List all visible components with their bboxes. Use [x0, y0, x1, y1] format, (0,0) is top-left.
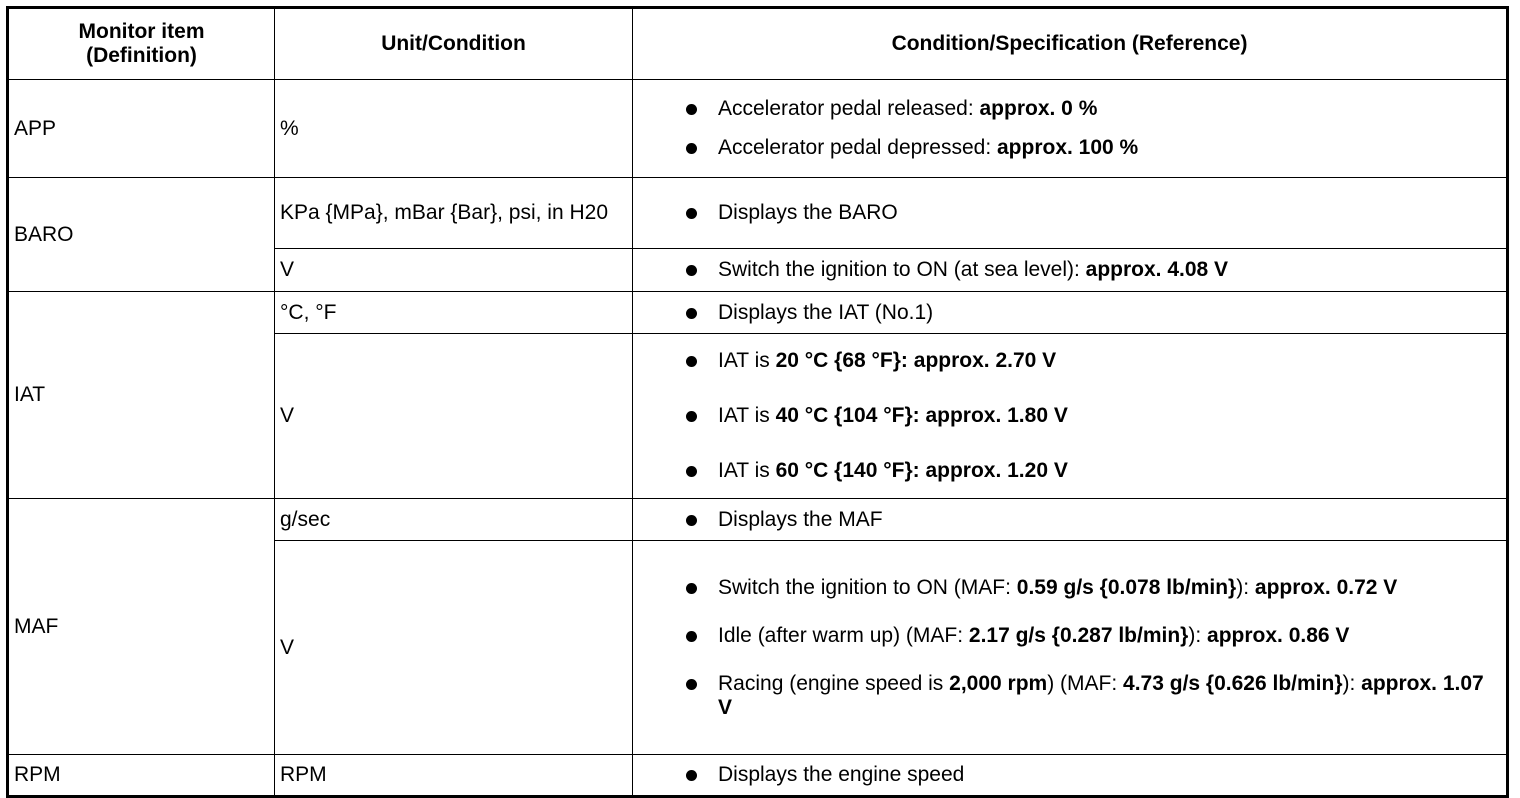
table-row-baro [8, 178, 1508, 249]
unit-rpm: RPM [275, 755, 633, 797]
header-condition-spec: Condition/Specification (Reference) [633, 8, 1508, 80]
item-rpm: RPM [8, 755, 275, 797]
header-monitor-item [8, 8, 275, 80]
table-row-iat [8, 292, 1508, 334]
spec-iat-2 [633, 334, 1508, 499]
list-item: Accelerator pedal released: approx. 0 % [682, 97, 1501, 121]
list-item: Displays the BARO [682, 201, 1501, 225]
list-item: Displays the IAT (No.1) [682, 301, 1501, 325]
spec-maf-2 [633, 541, 1508, 755]
spec-iat-1 [633, 292, 1508, 334]
table-row-app [8, 80, 1508, 178]
spec-maf-1 [633, 499, 1508, 541]
item-app: APP [8, 80, 275, 178]
unit-maf-1: g/sec [275, 499, 633, 541]
table-row-rpm [8, 755, 1508, 797]
spec-baro-1 [633, 178, 1508, 249]
header-monitor-line2: (Definition) [86, 44, 197, 67]
header-row [8, 8, 1508, 80]
unit-app: % [275, 80, 633, 178]
list-item: Displays the engine speed [682, 763, 1501, 787]
list-item: IAT is 60 °C {140 °F}: approx. 1.20 V [682, 459, 1501, 483]
unit-baro-1: KPa {MPa}, mBar {Bar}, psi, in H20 [275, 178, 633, 249]
header-unit-condition: Unit/Condition [275, 8, 633, 80]
item-maf: MAF [8, 499, 275, 755]
list-item: Displays the MAF [682, 508, 1501, 532]
list-item: Accelerator pedal depressed: approx. 100 % [682, 136, 1501, 160]
list-item: Racing (engine speed is 2,000 rpm) (MAF: 4.73 g/s {0.626 lb/min}): approx. 1.07 V [682, 672, 1501, 720]
list-item: Idle (after warm up) (MAF: 2.17 g/s {0.287 lb/min}): approx. 0.86 V [682, 624, 1501, 648]
spec-baro-2 [633, 249, 1508, 292]
unit-baro-2: V [275, 249, 633, 292]
monitor-spec-table [6, 6, 1509, 798]
spec-rpm [633, 755, 1508, 797]
list-item: IAT is 20 °C {68 °F}: approx. 2.70 V [682, 349, 1501, 373]
unit-maf-2: V [275, 541, 633, 755]
table-row-maf [8, 499, 1508, 541]
item-baro: BARO [8, 178, 275, 292]
header-monitor-line1: Monitor item [78, 20, 205, 43]
list-item: Switch the ignition to ON (MAF: 0.59 g/s {0.078 lb/min}): approx. 0.72 V [682, 576, 1501, 600]
item-iat: IAT [8, 292, 275, 499]
list-item: Switch the ignition to ON (at sea level): approx. 4.08 V [682, 258, 1501, 282]
unit-iat-1: °C, °F [275, 292, 633, 334]
list-item: IAT is 40 °C {104 °F}: approx. 1.80 V [682, 404, 1501, 428]
spec-app [633, 80, 1508, 178]
unit-iat-2: V [275, 334, 633, 499]
